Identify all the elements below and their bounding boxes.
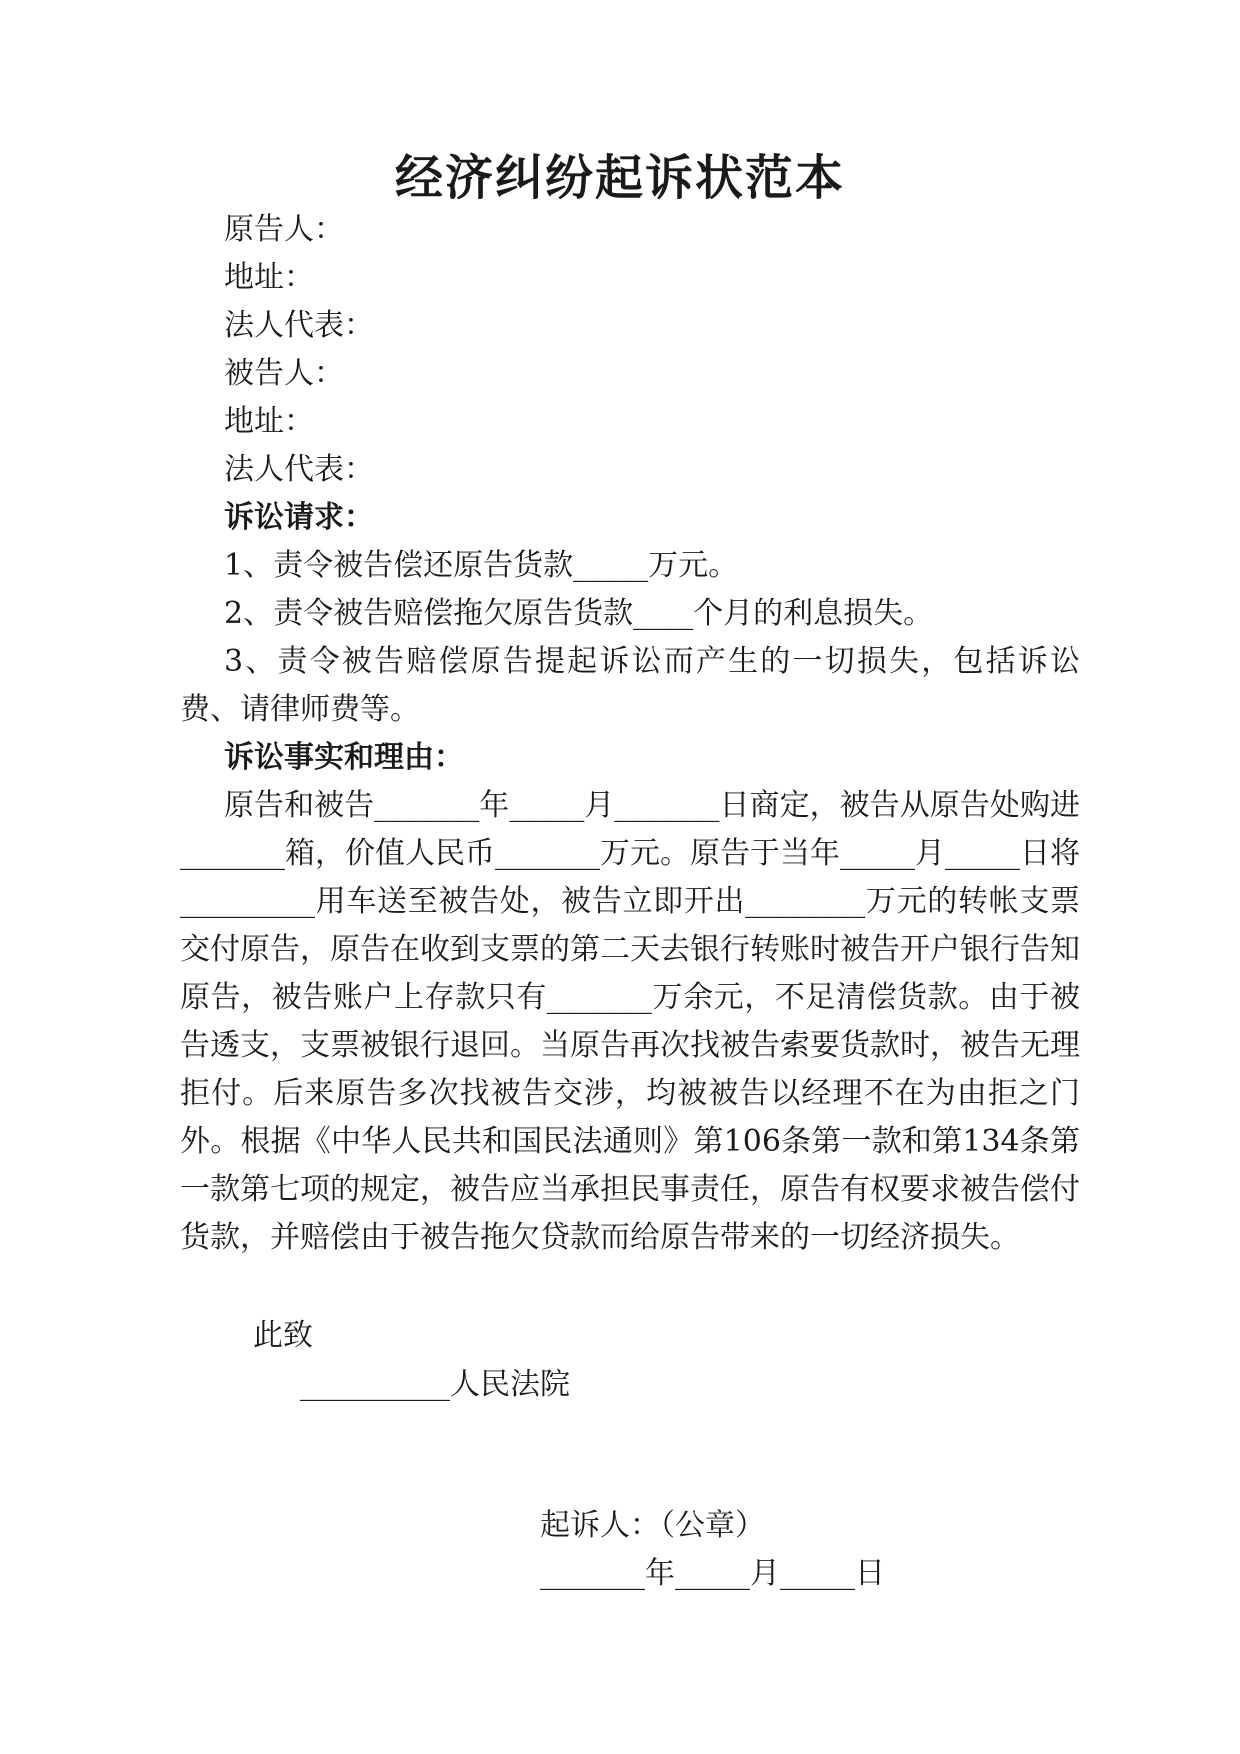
defendant-address-label: 地址： [224,404,314,439]
facts-heading: 诉讼事实和理由： [224,740,464,775]
claim-item: 1、责令被告偿还原告货款_____万元。 [224,548,739,583]
claim-item: 2、责令被告赔偿拖欠原告货款____个月的利息损失。 [224,596,934,631]
plaintiff-legal-rep-label: 法人代表： [224,308,374,343]
signer-line: 起诉人：（公章） [540,1508,765,1543]
plaintiff-address-label: 地址： [224,260,314,295]
document-body [180,206,1080,1262]
defendant-label: 被告人： [224,356,344,391]
defendant-legal-rep-label: 法人代表： [224,452,374,487]
plaintiff-label: 原告人： [224,212,344,247]
closing-salutation: 此致 [253,1318,313,1353]
facts-paragraph: 原告和被告_______年_____月_______日商定，被告从原告处购进_______箱，价值人民币_______万元。原告于当年_____月_____日将_________用车送至被告处，被告立即开出________万元的转帐支票交付原告，原告在收到支票的第二天去银行转账时被告开户银行告知原告，被告账户上存款只有_______万余元，不足清偿货款。由于被告透支，支票被银行退回。当原告再次找被告索要货款时，被告无理拒付。后来原告多次找被告交涉，均被被告以经理不在为由拒之门外。根据《中华人民共和国民法通则》第106条第一款和第134条第一款第七项的规定，被告应当承担民事责任，原告有权要求被告偿付货款，并赔偿由于被告拖欠贷款而给原告带来的一切经济损失。 [180,788,1080,1255]
date-line: _______年_____月_____日 [540,1556,885,1591]
claim-item: 3、责令被告赔偿原告提起诉讼而产生的一切损失，包括诉讼费、请律师费等。 [180,644,1080,727]
court-name-line: __________人民法院 [300,1367,570,1402]
claims-heading: 诉讼请求： [224,500,374,535]
document-title: 经济纠纷起诉状范本 [394,150,845,206]
